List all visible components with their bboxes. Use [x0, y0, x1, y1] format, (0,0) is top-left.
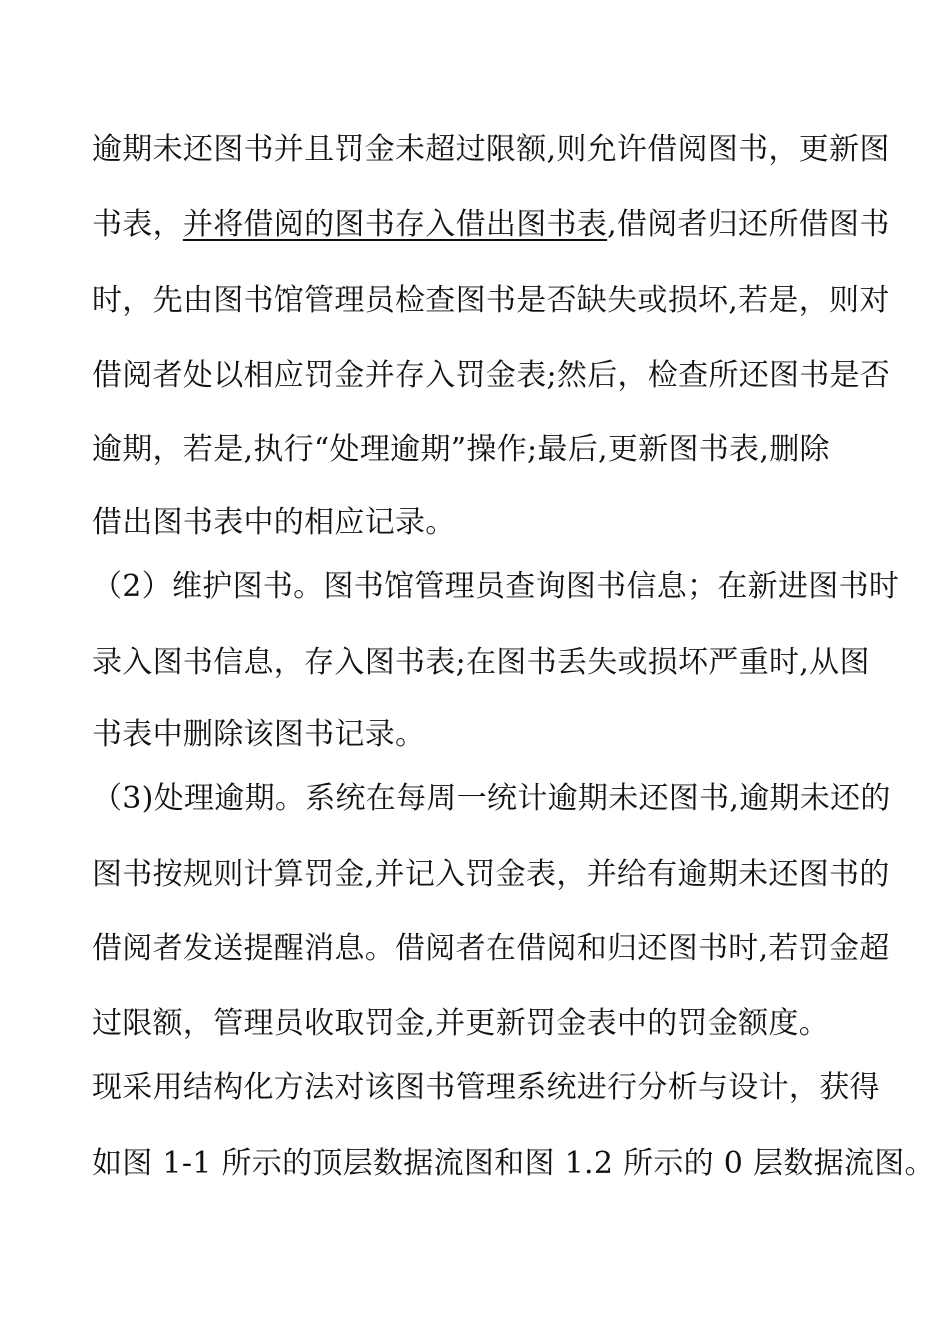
list-item-2-line-3: 书表中删除该图书记录。: [92, 717, 426, 752]
paragraph-final-line-2: 如图 1-1 所示的顶层数据流图和图 1.2 所示的 0 层数据流图。: [92, 1146, 935, 1181]
paragraph-line-1: 逾期未还图书并且罚金未超过限额,则允许借阅图书，更新图: [92, 132, 890, 167]
line-2-prefix: 书表，: [92, 207, 183, 242]
underlined-phrase: 并将借阅的图书存入借出图书表: [182, 207, 608, 242]
list-item-2-line-2: 录入图书信息，存入图书表;在图书丢失或损坏严重时,从图: [92, 645, 870, 680]
line-2-suffix: ,借阅者归还所借图书: [607, 207, 890, 242]
list-item-3-line-3: 借阅者发送提醒消息。借阅者在借阅和归还图书时,若罚金超: [92, 931, 890, 966]
paragraph-final-line-1: 现采用结构化方法对该图书管理系统进行分析与设计，获得: [92, 1070, 880, 1105]
list-item-2-line-1: （2）维护图书。图书馆管理员查询图书信息；在新进图书时: [92, 569, 900, 604]
paragraph-line-4: 借阅者处以相应罚金并存入罚金表;然后，检查所还图书是否: [92, 358, 891, 393]
list-item-3-line-4: 过限额，管理员收取罚金,并更新罚金表中的罚金额度。: [92, 1006, 830, 1041]
list-item-3-line-2: 图书按规则计算罚金,并记入罚金表，并给有逾期未还图书的: [92, 857, 890, 892]
paragraph-line-6: 借出图书表中的相应记录。: [92, 505, 456, 540]
list-item-3-line-1: （3)处理逾期。系统在每周一统计逾期未还图书,逾期未还的: [92, 781, 891, 816]
paragraph-line-3: 时，先由图书馆管理员检查图书是否缺失或损坏,若是，则对: [92, 283, 890, 318]
paragraph-line-2: [92, 205, 890, 245]
paragraph-line-5: 逾期，若是,执行“处理逾期”操作;最后,更新图书表,删除: [92, 432, 830, 467]
